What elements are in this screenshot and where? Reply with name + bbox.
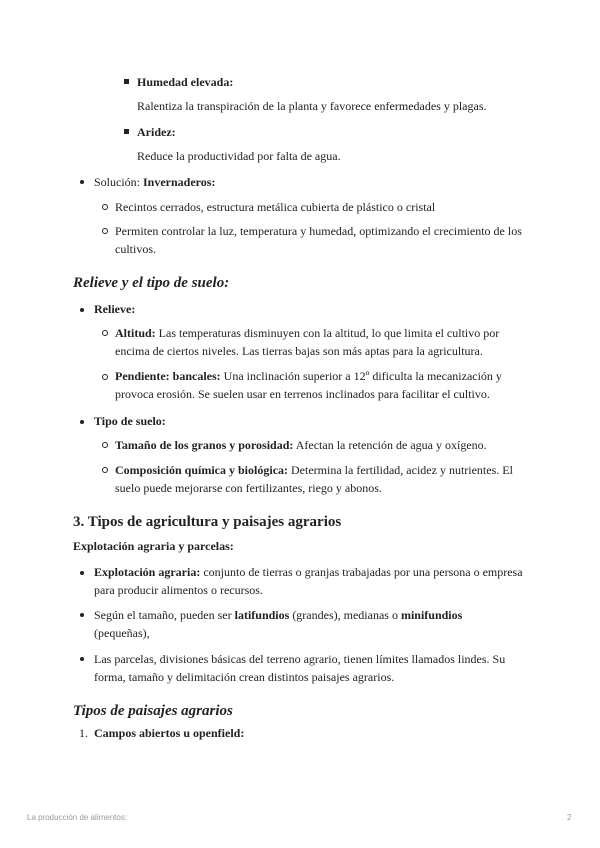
circle-bullet-icon xyxy=(102,467,108,473)
list-number: 1. xyxy=(79,726,88,740)
explotacion-line-1: Explotación agraria: conjunto de tierras o granjas trabajadas por una persona o empresa xyxy=(94,565,523,579)
invernadero-item-2-cont: cultivos. xyxy=(115,242,156,256)
parcelas-line-1: Las parcelas, divisiones básicas del terreno agrario, tienen límites llamados lindes. Su xyxy=(94,652,506,666)
dot-bullet-icon xyxy=(80,571,84,575)
dot-bullet-icon xyxy=(80,420,84,424)
section-3-heading: 3. Tipos de agricultura y paisajes agrarios xyxy=(73,514,342,530)
altitud-line-2: encima de ciertos niveles. Las tierras bajas son más aptas para la agricultura. xyxy=(115,344,483,358)
composicion-line-2: suelo puede mejorarse con fertilizantes, riego y abonos. xyxy=(115,481,382,495)
relieve-heading: Relieve y el tipo de suelo: xyxy=(73,275,230,291)
explotacion-subheading: Explotación agraria y parcelas: xyxy=(73,539,234,553)
tamano-explotacion-line-2: (pequeñas), xyxy=(94,626,150,640)
explotacion-line-2: para producir alimentos o recursos. xyxy=(94,583,263,597)
altitud-line-1: Altitud: Las temperaturas disminuyen con la altitud, lo que limita el cultivo por xyxy=(115,326,500,340)
aridez-text: Reduce la productividad por falta de agua. xyxy=(137,149,341,163)
invernadero-item-1: Recintos cerrados, estructura metálica cubierta de plástico o cristal xyxy=(115,200,436,214)
tamano-line: Tamaño de los granos y porosidad: Afectan la retención de agua y oxígeno. xyxy=(115,438,487,452)
relieve-label: Relieve: xyxy=(94,302,136,316)
dot-bullet-icon xyxy=(80,613,84,617)
square-bullet-icon xyxy=(124,129,129,134)
circle-bullet-icon xyxy=(102,442,108,448)
suelo-label: Tipo de suelo: xyxy=(94,414,166,428)
circle-bullet-icon xyxy=(102,330,108,336)
campos-abiertos-item: Campos abiertos u openfield: xyxy=(94,726,245,740)
parcelas-line-2: forma, tamaño y delimitación crean distintos paisajes agrarios. xyxy=(94,670,395,684)
circle-bullet-icon xyxy=(102,228,108,234)
invernadero-item-2: Permiten controlar la luz, temperatura y humedad, optimizando el crecimiento de los xyxy=(115,224,522,238)
composicion-line-1: Composición química y biológica: Determina la fertilidad, acidez y nutrientes. El xyxy=(115,463,513,477)
tamano-explotacion-line-1: Según el tamaño, pueden ser latifundios (grandes), medianas o minifundios xyxy=(94,608,463,622)
page-number: 2 xyxy=(567,813,572,822)
aridez-label: Aridez: xyxy=(137,125,176,139)
pendiente-line-1: Pendiente: bancales: Una inclinación superior a 12º dificulta la mecanización y xyxy=(115,369,502,383)
circle-bullet-icon xyxy=(102,374,108,380)
solucion-line: Solución: Invernaderos: xyxy=(94,175,216,189)
dot-bullet-icon xyxy=(80,657,84,661)
dot-bullet-icon xyxy=(80,308,84,312)
footer-title: La producción de alimentos: xyxy=(27,813,128,822)
humedad-text: Ralentiza la transpiración de la planta y favorece enfermedades y plagas. xyxy=(137,99,487,113)
pendiente-line-2: provoca erosión. Se suelen usar en terrenos inclinados para facilitar el cultivo. xyxy=(115,387,490,401)
square-bullet-icon xyxy=(124,79,129,84)
circle-bullet-icon xyxy=(102,204,108,210)
paisajes-heading: Tipos de paisajes agrarios xyxy=(73,703,233,719)
humedad-label: Humedad elevada: xyxy=(137,75,234,89)
dot-bullet-icon xyxy=(80,180,84,184)
